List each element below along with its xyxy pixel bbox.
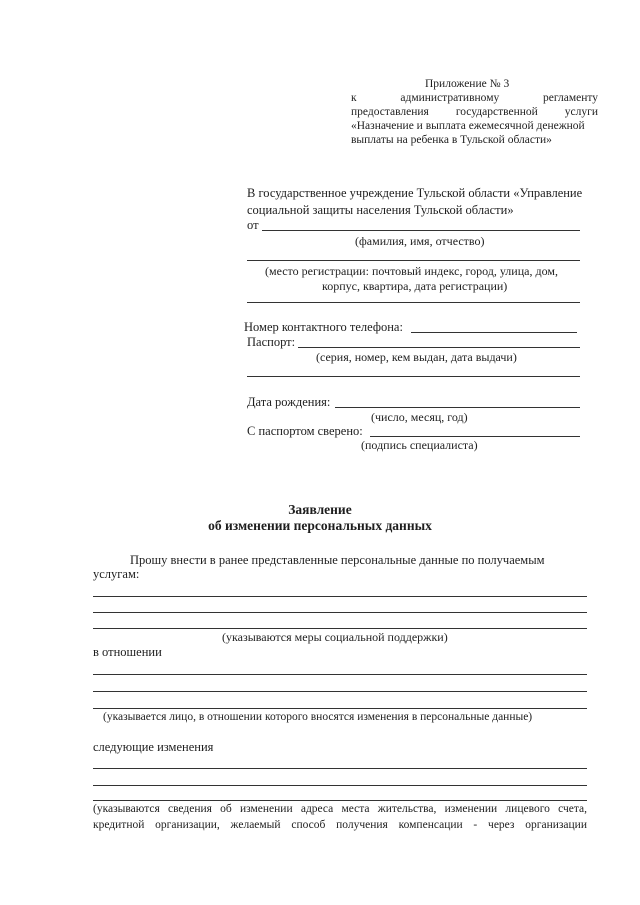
services-field-2[interactable] <box>93 612 587 613</box>
statement-title: Заявление <box>288 502 352 517</box>
appendix-line-3: «Назначение и выплата ежемесячной денежной <box>351 120 585 132</box>
address-hint-1: (место регистрации: почтовый индекс, город, улица, дом, <box>265 264 558 278</box>
address-field[interactable] <box>247 260 580 261</box>
changes-field-2[interactable] <box>93 785 587 786</box>
name-field[interactable] <box>262 230 580 231</box>
changes-hint-1: (указываются сведения об изменении адреса места жительства, изменении лицевого счета, <box>93 803 587 815</box>
signature-field[interactable] <box>370 436 580 437</box>
measures-hint: (указываются меры социальной поддержки) <box>222 630 448 644</box>
statement-subtitle: об изменении персональных данных <box>208 518 432 533</box>
address-hint-2: корпус, квартира, дата регистрации) <box>322 279 508 293</box>
appendix-title: Приложение № 3 <box>425 78 510 90</box>
appendix-word: регламенту <box>543 92 599 104</box>
person-field-1[interactable] <box>93 674 587 675</box>
passport-hint: (серия, номер, кем выдан, дата выдачи) <box>316 350 517 364</box>
appendix-word: к <box>351 92 357 104</box>
appendix-word: административному <box>400 92 500 104</box>
birth-hint: (число, месяц, год) <box>371 410 468 424</box>
services-field-3[interactable] <box>93 628 587 629</box>
phone-label: Номер контактного телефона: <box>244 320 403 334</box>
passport-field[interactable] <box>298 347 580 348</box>
birth-field[interactable] <box>335 407 580 408</box>
intro-line-2: услугам: <box>93 567 140 581</box>
person-hint: (указывается лицо, в отношении которого вносятся изменения в персональные данные) <box>103 711 533 723</box>
changes-label: следующие изменения <box>93 740 214 754</box>
phone-field[interactable] <box>411 332 577 333</box>
addressee-line-1: В государственное учреждение Тульской области «Управление <box>247 186 583 200</box>
appendix-line-1 <box>351 92 598 104</box>
appendix-word: предоставления <box>351 106 429 118</box>
appendix-word: государственной <box>455 106 538 118</box>
address-field-2[interactable] <box>247 302 580 303</box>
intro-line-1: Прошу внести в ранее представленные персональные данные по получаемым <box>130 553 545 567</box>
regarding-label: в отношении <box>93 645 162 659</box>
from-label: от <box>247 218 259 232</box>
changes-hint-2: кредитной организации, желаемый способ получения компенсации - через организации <box>93 819 587 831</box>
person-field-2[interactable] <box>93 691 587 692</box>
appendix-line-2 <box>351 106 598 118</box>
changes-field-1[interactable] <box>93 768 587 769</box>
name-hint: (фамилия, имя, отчество) <box>355 234 485 248</box>
verified-label: С паспортом сверено: <box>247 424 363 438</box>
passport-field-2[interactable] <box>247 376 580 377</box>
addressee-line-2: социальной защиты населения Тульской области» <box>247 203 514 217</box>
appendix-line-4: выплаты на ребенка в Тульской области» <box>351 134 552 146</box>
services-field-1[interactable] <box>93 596 587 597</box>
birth-label: Дата рождения: <box>247 395 331 409</box>
changes-field-3[interactable] <box>93 800 587 801</box>
signature-hint: (подпись специалиста) <box>361 438 478 452</box>
appendix-word: услуги <box>564 106 598 118</box>
person-field-3[interactable] <box>93 708 587 709</box>
passport-label: Паспорт: <box>247 335 296 349</box>
